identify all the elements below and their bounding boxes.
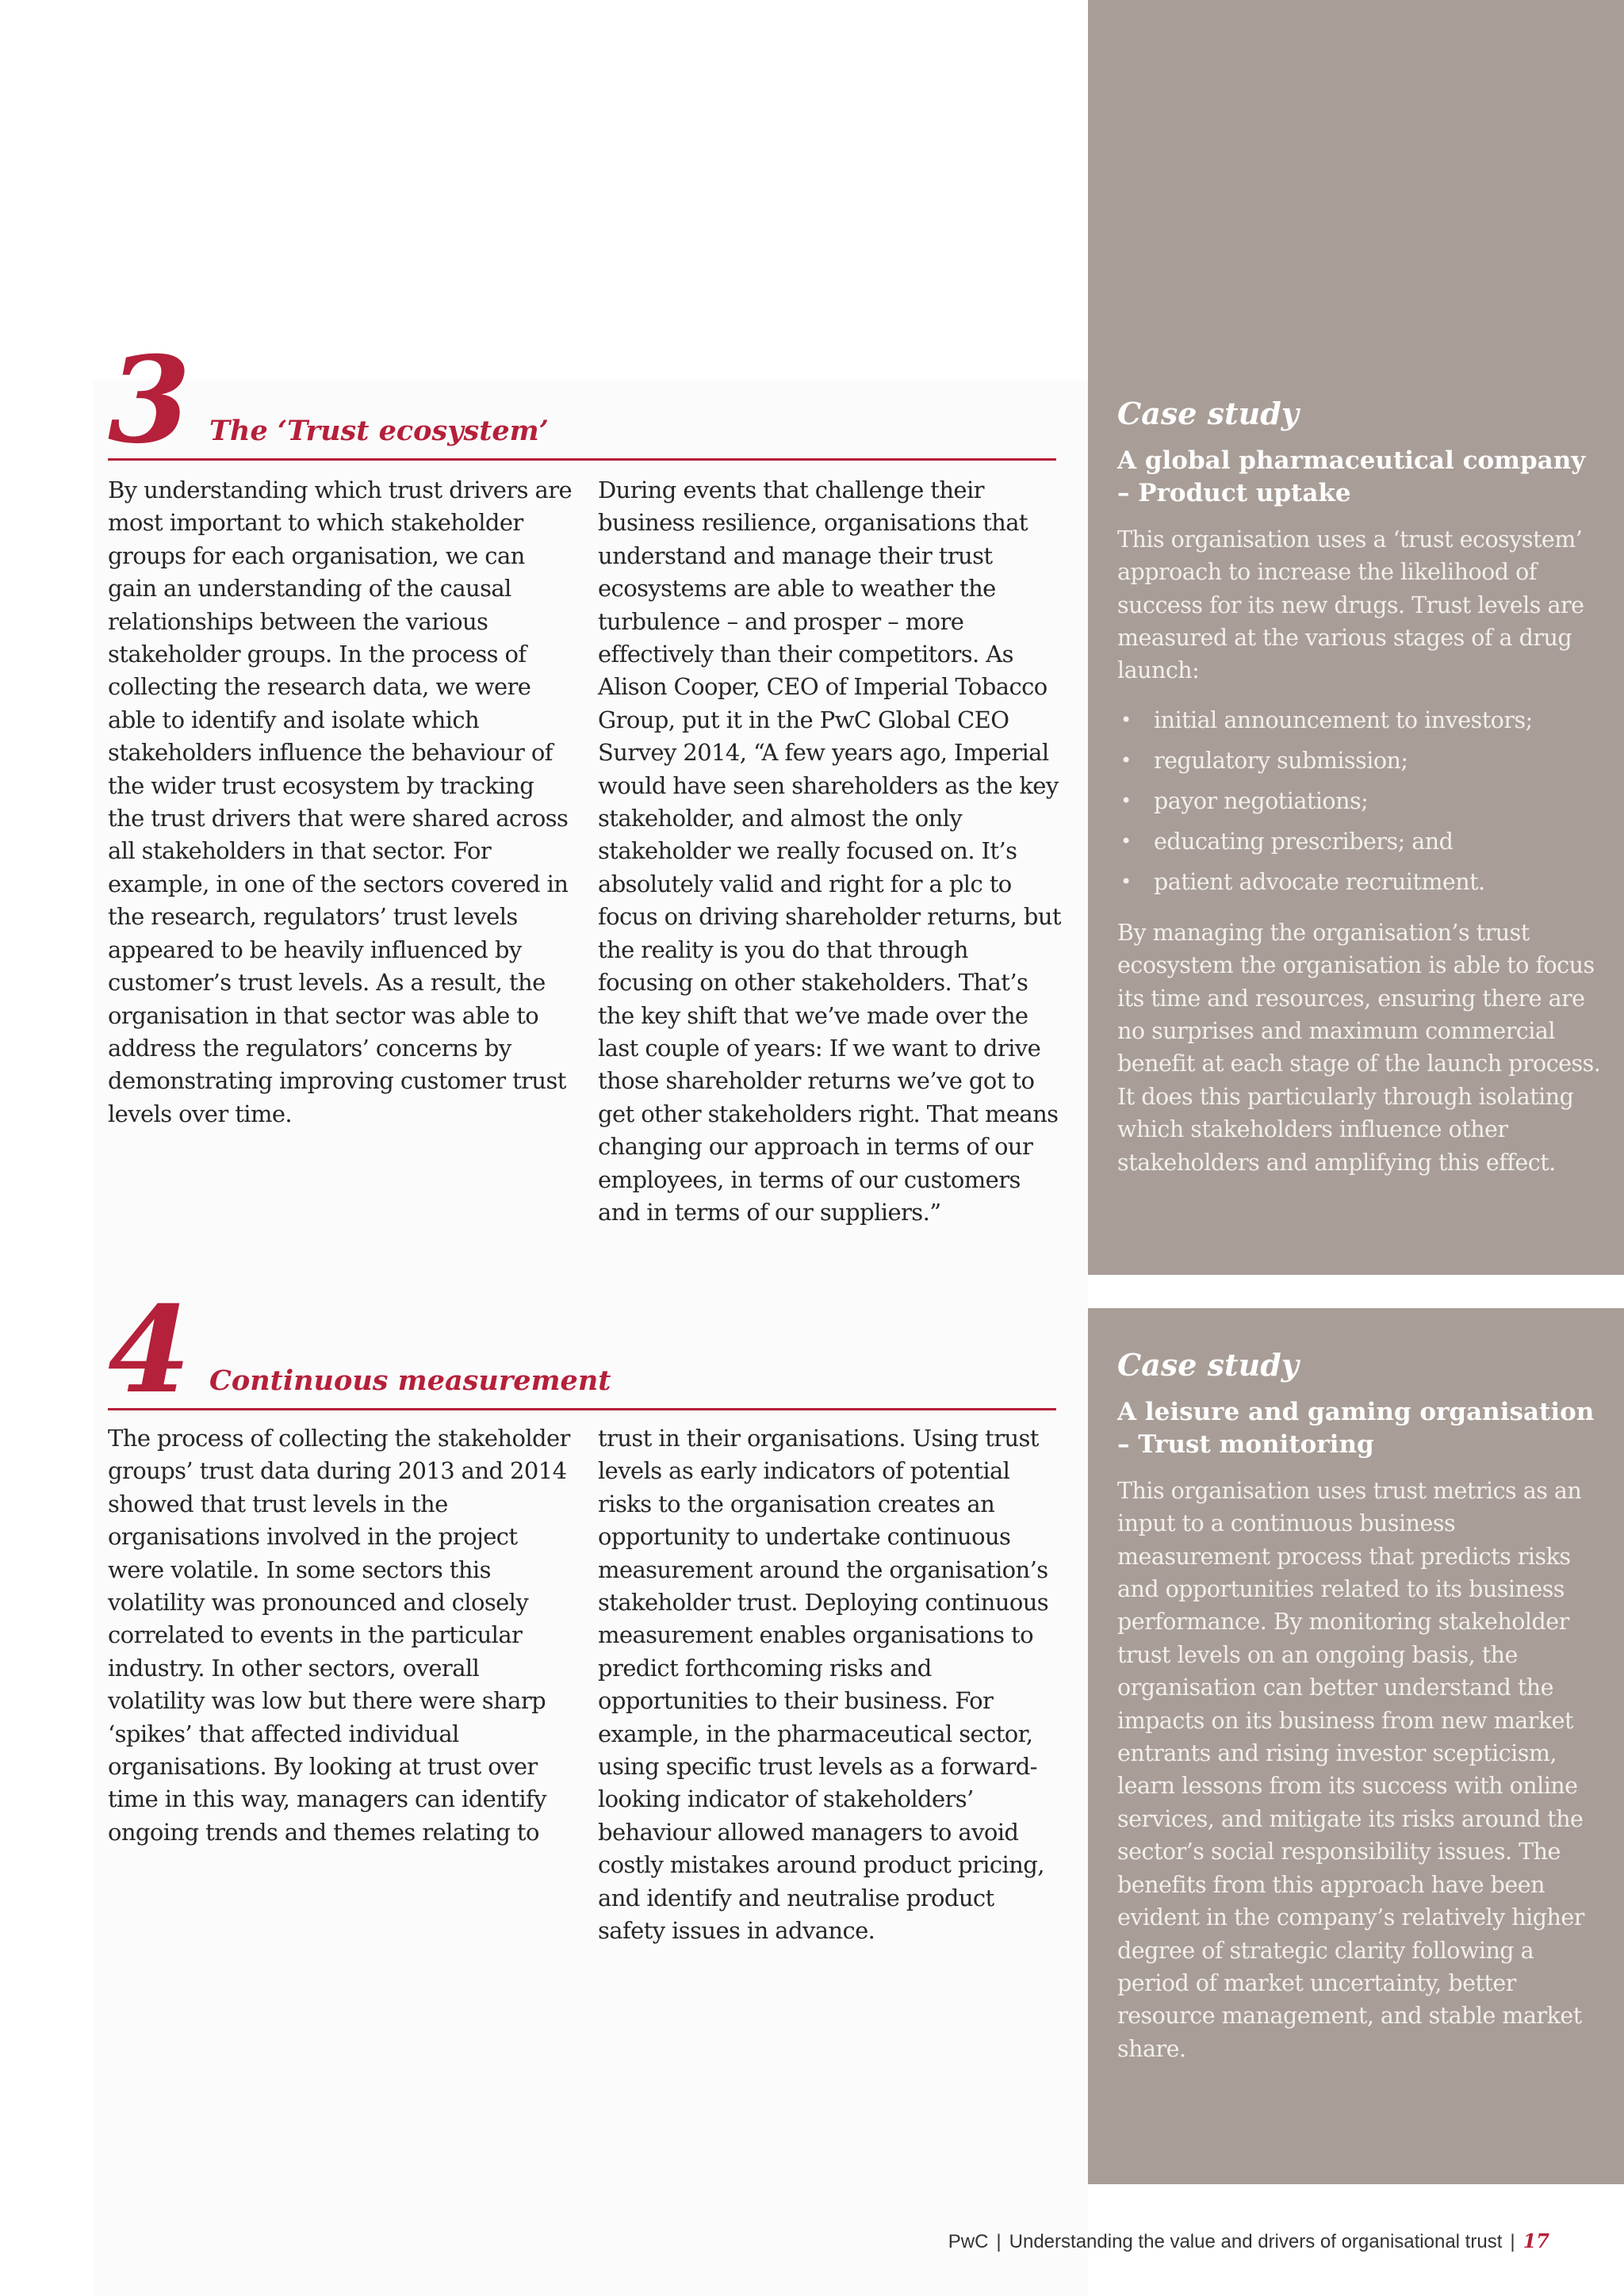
footer-separator: | <box>996 2231 1002 2252</box>
section-title: The ‘Trust ecosystem’ <box>209 415 549 447</box>
body-text-right: During events that challenge their business resilience, organisations that understand and manage their trust ecosystems are able to weather the turbulence – and prosper – more effectively than their competitors. As Alison Cooper, CEO of Imperial Tobacco Group, put it in the PwC Global CEO Survey 2014, “A few years ago, Imperial would have seen shareholders as the key stakeholder, and almost the only stakeholder we really focused on. It’s absolutely valid and right for a plc to focus on driving shareholder returns, but the reality is you do that through focusing on other stakeholders. That’s the key shift that we’ve made over the last couple of years: If we want to drive those shareholder returns we’ve got to get other stakeholders right. That means changing our approach in terms of our employees, in terms of our customers and in terms of our suppliers.” <box>598 476 1061 1226</box>
case-study-text: This organisation uses trust metrics as an input to a continuous business measurement process that predicts risks and opportunities related to its business performance. By monitoring stakeholder trust levels on an ongoing basis, the organisation can better understand the impacts on its business from new market entrants and rising investor scepticism, learn lessons from its success with online services, and mitigate its risks around the sector’s social responsibility issues. The benefits from this approach have been evident in the company’s relatively higher degree of strategic clarity following a period of market uncertainty, better resource management, and stable market share. <box>1117 1477 1584 2062</box>
case-study-conclusion: By managing the organisation’s trust ecosystem the organisation is able to focus its time and resources, ensuring there are no surprises and maximum commercial benefit at each stage of the launch process. It does this particularly through isolating which stakeholders influence other stakeholders and amplifying this effect. <box>1117 919 1601 1176</box>
section-header <box>108 331 1056 470</box>
section-title: Continuous measurement <box>209 1364 611 1397</box>
section-header <box>108 1280 1056 1420</box>
bullet-icon: • <box>1120 870 1132 893</box>
footer-title: Understanding the value and drivers of organisational trust <box>1009 2231 1503 2252</box>
list-item <box>1117 740 1605 781</box>
bullet-icon: • <box>1120 748 1132 771</box>
section-number: 3 <box>108 331 191 470</box>
list-item-text: initial announcement to investors; <box>1154 706 1533 733</box>
section-number: 4 <box>108 1280 191 1420</box>
list-item-text: educating prescribers; and <box>1154 828 1454 855</box>
case-study-label: Case study <box>1117 396 1299 431</box>
bullet-icon: • <box>1120 708 1132 731</box>
case-study-content <box>1117 394 1605 1179</box>
list-item-text: patient advocate recruitment. <box>1154 868 1485 895</box>
bullet-icon: • <box>1120 789 1132 812</box>
list-item <box>1117 821 1605 862</box>
body-text-left: The process of collecting the stakeholder groups’ trust data during 2013 and 2014 showed that trust levels in the organisations involved in the project were volatile. In some sectors this volatility was pronounced and closely correlated to events in the particular industry. In other sectors, overall volatility was low but there were sharp ‘spikes’ that affected individual organisations. By looking at trust over time in this way, managers can identify ongoing trends and themes relating to <box>108 1425 570 1846</box>
body-text-left: By understanding which trust drivers are most important to which stakeholder groups for each organisation, we can gain an understanding of the causal relationships between the various stakeholder groups. In the process of collecting the research data, we were able to identify and isolate which stakeholders influence the behaviour of the wider trust ecosystem by tracking the trust drivers that were shared across all stakeholders in that sector. For example, in one of the sectors covered in the research, regulators’ trust levels appeared to be heavily influenced by customer’s trust levels. As a result, the organisation in that sector was able to address the regulators’ concerns by demonstrating improving customer trust levels over time. <box>108 476 573 1127</box>
body-text-right: trust in their organisations. Using trust levels as early indicators of potential risks to the organisation creates an opportunity to undertake continuous measurement around the organisation’s stakeholder trust. Deploying continuous measurement enables organisations to predict forthcoming risks and opportunities to their business. For example, in the pharmaceutical sector, using specific trust levels as a forward-looking indicator of stakeholders’ behaviour allowed managers to avoid costly mistakes around product pricing, and identify and neutralise product safety issues in advance. <box>598 1425 1049 1945</box>
case-study-panel-gaming <box>1088 1308 1624 2184</box>
bullet-icon: • <box>1120 829 1132 852</box>
case-study-title: A leisure and gaming organisation – Trust monitoring <box>1117 1398 1595 1460</box>
list-item <box>1117 862 1605 902</box>
section-trust-ecosystem <box>108 331 1061 1253</box>
section-continuous-measurement <box>108 1280 1056 2028</box>
footer-brand: PwC <box>948 2231 989 2252</box>
list-item-text: payor negotiations; <box>1154 787 1369 814</box>
case-study-bullet-list <box>1117 700 1605 902</box>
list-item <box>1117 781 1605 821</box>
page-number: 17 <box>1522 2229 1549 2252</box>
case-study-label: Case study <box>1117 1347 1299 1383</box>
footer-separator: | <box>1510 2231 1515 2252</box>
page-footer <box>948 2229 1549 2253</box>
list-item <box>1117 700 1605 740</box>
case-study-panel-pharma <box>1088 0 1624 1275</box>
list-item-text: regulatory submission; <box>1154 747 1408 774</box>
case-study-title: A global pharmaceutical company – Product uptake <box>1117 446 1586 508</box>
case-study-intro: This organisation uses a ‘trust ecosystem’ approach to increase the likelihood of success for its new drugs. Trust levels are measured at the various stages of a drug launch: <box>1117 526 1584 684</box>
case-study-content <box>1117 1345 1605 2065</box>
